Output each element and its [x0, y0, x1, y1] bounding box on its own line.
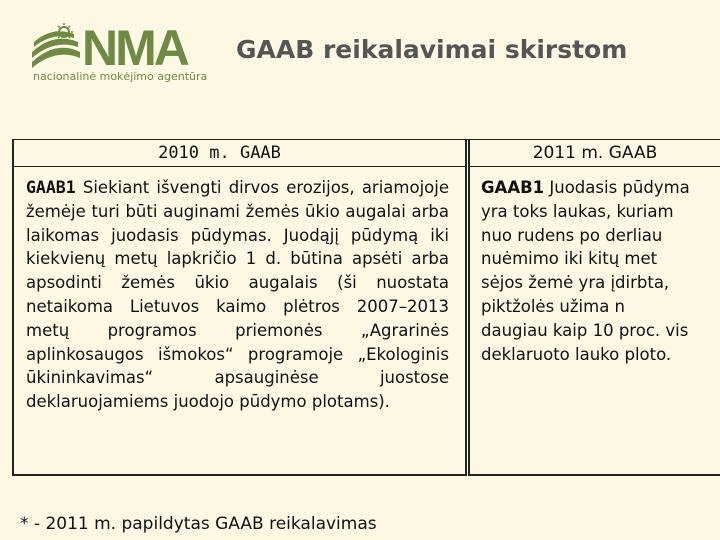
- requirement-text: Juodasis pūdyma yra toks laukas, kuriam nuo rudens po derliau nuėmimo iki kitų met sėjos žemė yra įdirbta, piktžolės užima n daugiau kaip 10 proc. vis deklaruoto lauko ploto.: [481, 178, 690, 364]
- footnote: * - 2011 m. papildytas GAAB reikalavimas: [20, 514, 377, 534]
- logo-subtitle: nacionalinė mokėjimo agentūra: [33, 70, 208, 83]
- column-heading-2011: 2011 m. GAAB: [470, 139, 720, 167]
- page-title: GAAB reikalavimai skirstom: [236, 35, 628, 64]
- requirement-code: GAAB1: [481, 178, 545, 197]
- nma-logo: [30, 20, 230, 90]
- requirement-text: Siekiant išvengti dirvos erozijos, ariamojoje žemėje turi būti auginami žemės ūkio augalai arba laikomas juodasis pūdymas. Juodąjį pūdymą iki kiekvienų metų lapkričio 1 d. būtina apsėti arba apsodinti žemės ūkio augalais (ši nuostata netaikoma Lietuvos kaimo plėtros 2007–2013 metų programos priemonės „Agrarinės aplinkosaugos išmokos“ programoje „Ekologinis ūkininkavimas“ apsauginėse juostose deklaruojamiems juodojo pūdymo plotams).: [26, 178, 449, 412]
- sun-field-icon: [30, 22, 82, 72]
- column-text-2011: [481, 176, 720, 366]
- requirement-code: GAAB1: [26, 178, 76, 197]
- column-text-2010: [26, 176, 449, 414]
- column-heading-2010: 2010 m. GAAB: [14, 139, 465, 167]
- logo-letters: NMA: [82, 20, 187, 76]
